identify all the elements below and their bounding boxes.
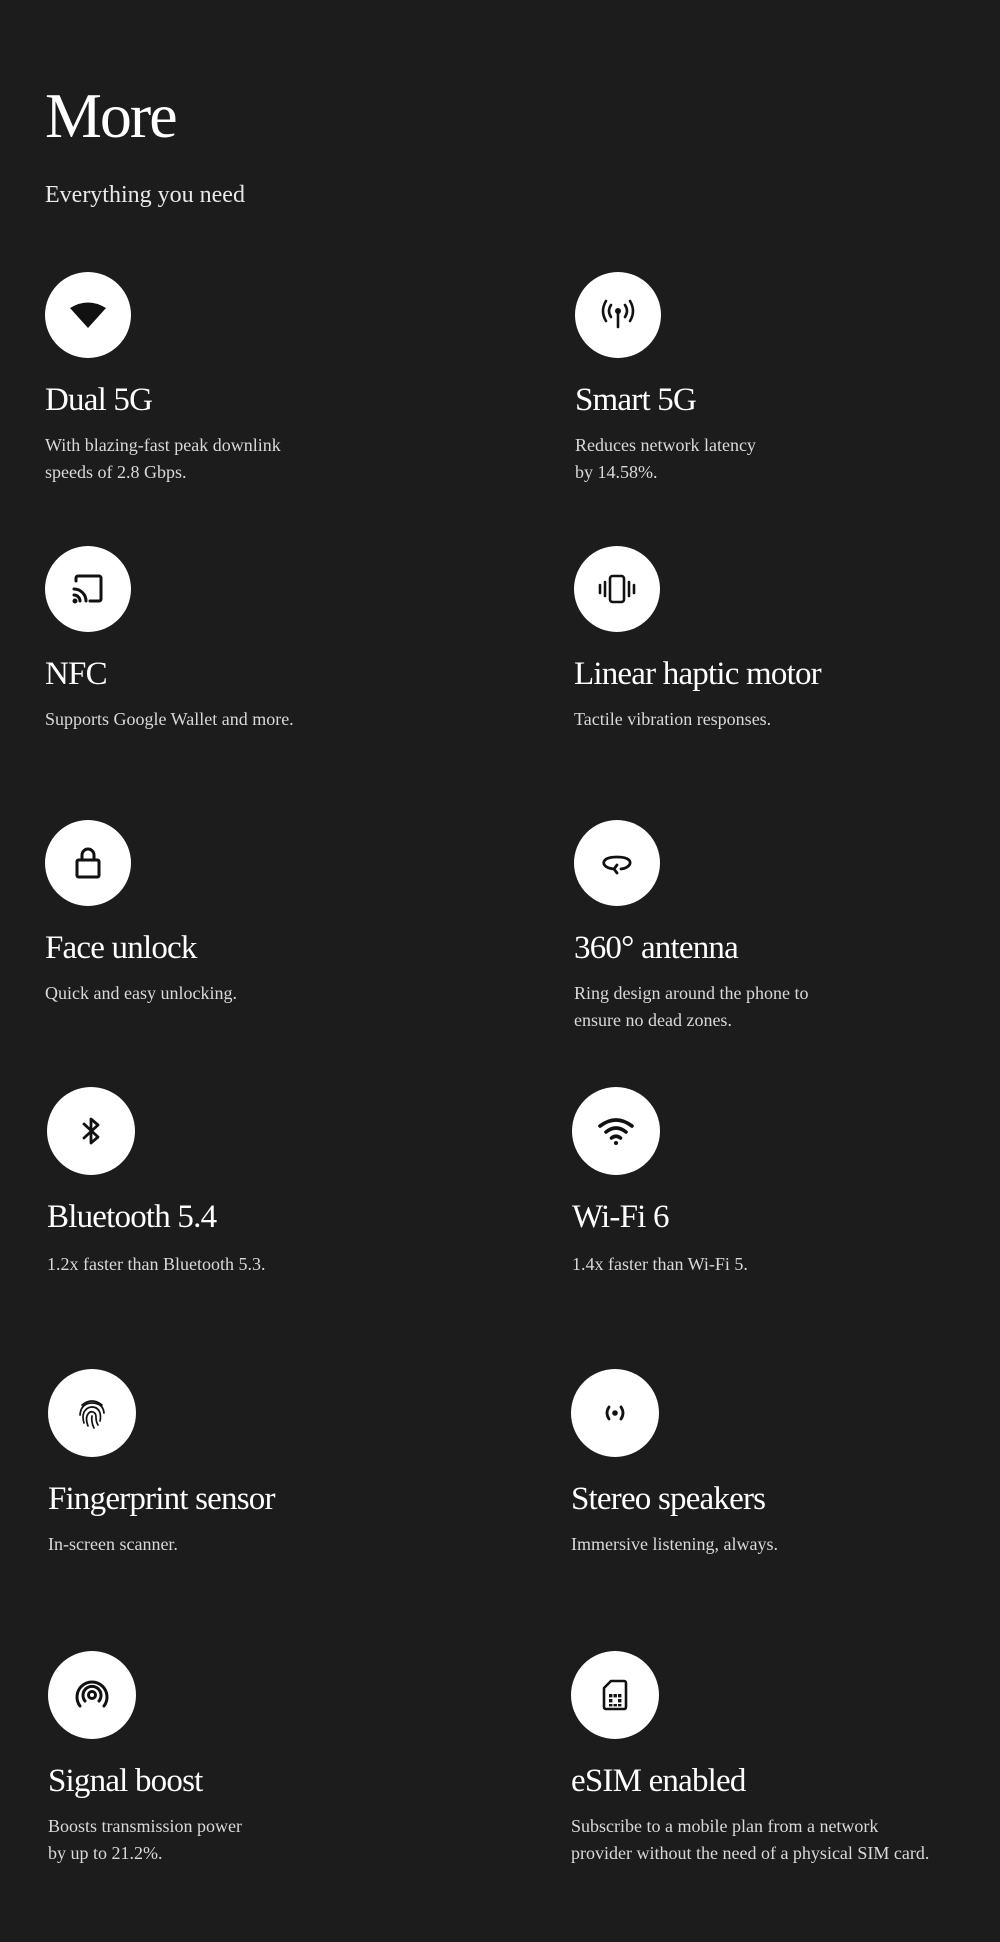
feature-description-line: In-screen scanner. — [48, 1534, 178, 1554]
feature-face-unlock — [45, 820, 485, 1007]
feature-signal-boost — [48, 1651, 488, 1867]
cast-icon — [45, 546, 131, 632]
feature-name: Linear haptic motor — [574, 656, 821, 692]
fingerprint-icon — [48, 1369, 136, 1457]
lock-icon — [45, 820, 131, 906]
feature-description-line: by 14.58%. — [575, 462, 658, 482]
feature-description — [47, 1251, 467, 1278]
feature-description — [48, 1813, 468, 1867]
feature-name: Signal boost — [48, 1763, 203, 1799]
feature-fingerprint-sensor — [48, 1369, 488, 1558]
feature-name: NFC — [45, 656, 107, 692]
feature-description — [574, 706, 994, 733]
feature-name: Dual 5G — [45, 382, 153, 418]
feature-description-line: Ring design around the phone to — [574, 983, 809, 1003]
feature-nfc — [45, 546, 485, 733]
feature-dual-5g — [45, 272, 485, 486]
feature-description-line: provider without the need of a physical SIM card. — [571, 1843, 930, 1863]
feature-description-line: ensure no dead zones. — [574, 1010, 732, 1030]
feature-wifi-6 — [572, 1087, 1000, 1278]
feature-name: Stereo speakers — [571, 1481, 766, 1517]
vibration-icon — [574, 546, 660, 632]
feature-name: Bluetooth 5.4 — [47, 1199, 217, 1235]
feature-description-line: 1.4x faster than Wi-Fi 5. — [572, 1254, 748, 1274]
feature-description-line: Boosts transmission power — [48, 1816, 243, 1836]
rotate-360-icon — [574, 820, 660, 906]
page-title: More — [45, 80, 176, 151]
feature-name: 360° antenna — [574, 930, 738, 966]
feature-description-line: Supports Google Wallet and more. — [45, 709, 294, 729]
feature-name: Face unlock — [45, 930, 197, 966]
feature-description-line: Subscribe to a mobile plan from a network — [571, 1816, 879, 1836]
feature-description — [48, 1531, 468, 1558]
speaker-waves-icon — [571, 1369, 659, 1457]
feature-description-line: 1.2x faster than Bluetooth 5.3. — [47, 1254, 266, 1274]
feature-360-antenna — [574, 820, 1000, 1034]
feature-esim-enabled — [571, 1651, 1000, 1867]
feature-description — [575, 432, 995, 486]
antenna-broadcast-icon — [575, 272, 661, 358]
feature-description — [572, 1251, 992, 1278]
feature-description-line: Reduces network latency — [575, 435, 756, 455]
bluetooth-icon — [47, 1087, 135, 1175]
feature-bluetooth — [47, 1087, 487, 1278]
feature-smart-5g — [575, 272, 1000, 486]
feature-description — [45, 980, 465, 1007]
feature-name: Smart 5G — [575, 382, 697, 418]
sim-card-icon — [571, 1651, 659, 1739]
signal-fan-icon — [45, 272, 131, 358]
feature-stereo-speakers — [571, 1369, 1000, 1558]
feature-description — [571, 1531, 991, 1558]
signal-target-icon — [48, 1651, 136, 1739]
feature-description-line: Immersive listening, always. — [571, 1534, 778, 1554]
feature-description — [45, 432, 465, 486]
feature-linear-haptic-motor — [574, 546, 1000, 733]
feature-name: eSIM enabled — [571, 1763, 746, 1799]
feature-description — [571, 1813, 996, 1867]
feature-name: Wi-Fi 6 — [572, 1199, 669, 1235]
feature-description-line: Tactile vibration responses. — [574, 709, 772, 729]
feature-description-line: by up to 21.2%. — [48, 1843, 163, 1863]
feature-name: Fingerprint sensor — [48, 1481, 275, 1517]
feature-description — [574, 980, 994, 1034]
feature-description-line: speeds of 2.8 Gbps. — [45, 462, 187, 482]
wifi-icon — [572, 1087, 660, 1175]
feature-description-line: With blazing-fast peak downlink — [45, 435, 281, 455]
feature-description — [45, 706, 465, 733]
page-subtitle: Everything you need — [45, 182, 245, 208]
feature-description-line: Quick and easy unlocking. — [45, 983, 237, 1003]
